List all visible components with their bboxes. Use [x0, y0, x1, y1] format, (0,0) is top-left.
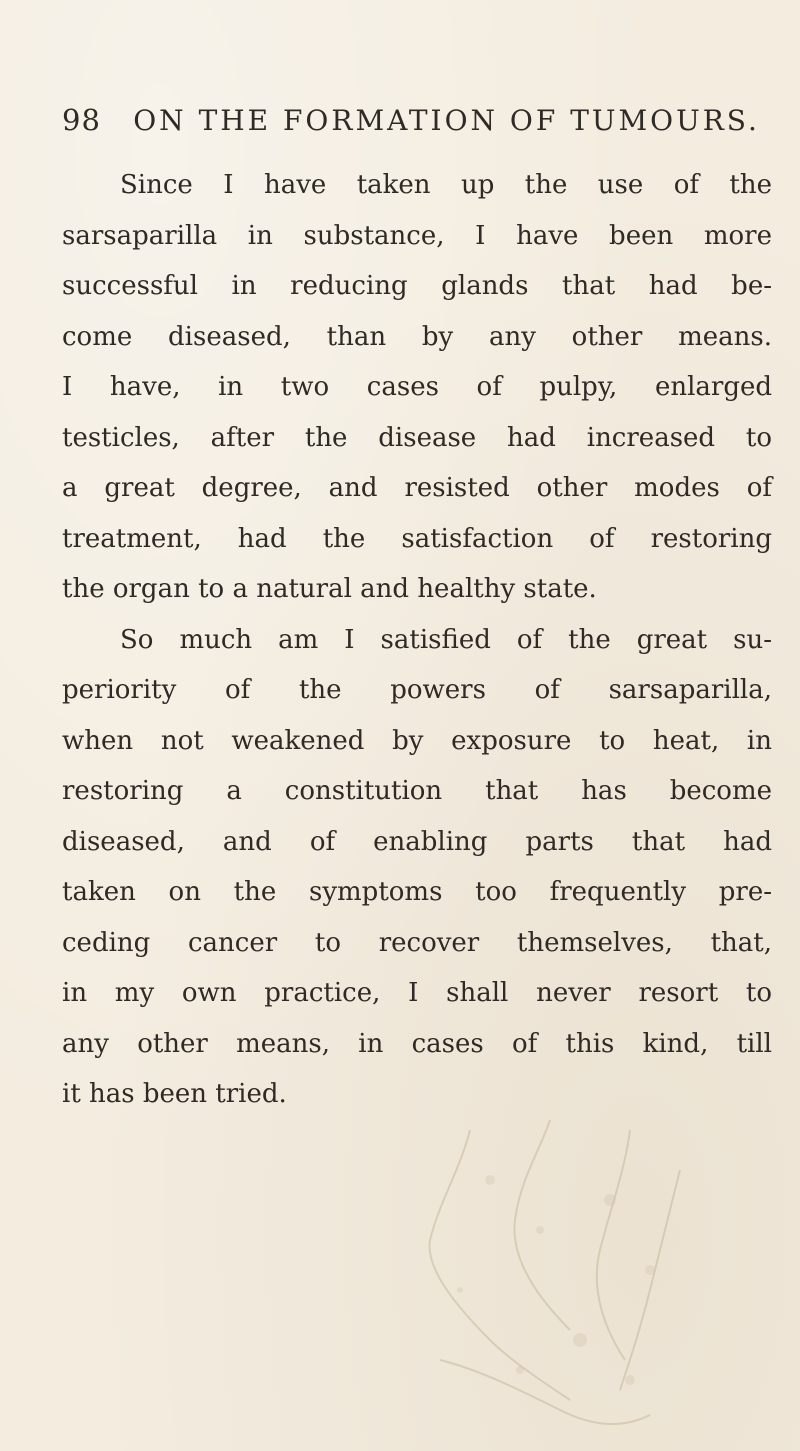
text-line: come diseased, than by any other means.	[62, 321, 772, 352]
text-line: any other means, in cases of this kind, till	[62, 1028, 772, 1059]
text-line: sarsaparilla in substance, I have been more	[62, 220, 772, 251]
foxing-stain	[400, 1110, 740, 1450]
text-line: a great degree, and resisted other modes of	[62, 473, 772, 503]
text-line: testicles, after the disease had increased to	[62, 422, 772, 453]
text-line: the organ to a natural and healthy state.	[62, 574, 597, 604]
text-line: in my own practice, I shall never resort to	[62, 978, 772, 1008]
text-line: Since I have taken up the use of the	[120, 170, 772, 200]
text-line: periority of the powers of sarsaparilla,	[62, 675, 772, 705]
body-text	[62, 160, 772, 1120]
text-line: successful in reducing glands that had be-	[62, 271, 772, 301]
page-number: 98	[62, 103, 101, 137]
text-line: when not weakened by exposure to heat, in	[62, 725, 772, 756]
text-line: restoring a constitution that has become	[62, 776, 772, 806]
text-line: So much am I satisfied of the great su-	[120, 624, 772, 655]
text-line: diseased, and of enabling parts that had	[62, 826, 772, 857]
running-head-title: ON THE FORMATION OF TUMOURS.	[133, 104, 760, 137]
paragraph-1	[62, 160, 772, 615]
text-line: ceding cancer to recover themselves, that,	[62, 927, 772, 958]
paragraph-2	[62, 615, 772, 1120]
text-line: taken on the symptoms too frequently pre-	[62, 877, 772, 907]
running-head	[62, 100, 762, 141]
text-line: I have, in two cases of pulpy, enlarged	[62, 372, 772, 402]
text-line: treatment, had the satisfaction of restoring	[62, 523, 772, 554]
text-line: it has been tried.	[62, 1079, 287, 1109]
